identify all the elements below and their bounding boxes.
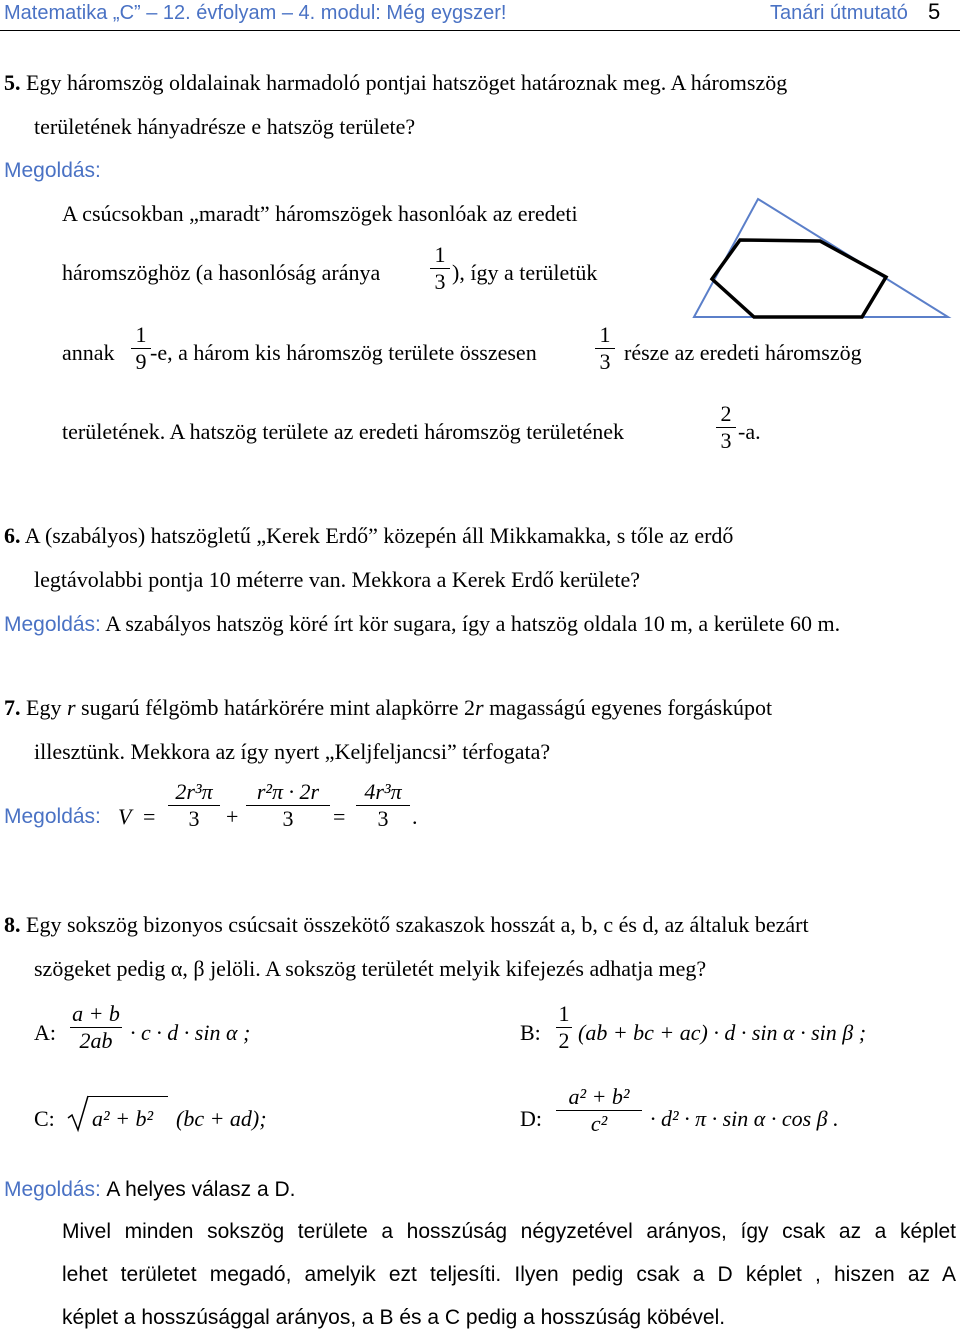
problem6-line1 [4,525,733,547]
problem5-sol-line2a: háromszöghöz (a hasonlóság aránya [62,260,381,285]
fraction-numerator: 2 [720,401,732,426]
fraction-numerator: 1 [599,322,611,347]
triangle-hexagon-figure [690,195,955,325]
fraction-numerator: 1 [135,322,147,347]
problem8-explanation-line2: lehet területet megadó, amelyik ezt teljesíti. Ilyen pedig csak a D képlet , hiszen az A [62,1263,956,1286]
sqrt-icon [66,1094,90,1134]
formula-numerator: 4r³π [364,779,402,804]
option-a-fraction [70,1002,122,1053]
formula-fraction-1 [168,780,220,831]
formula-fraction-3 [356,780,410,831]
problem5-line2: területének hányadrésze e hatszög területe? [34,114,416,139]
problem8-line2: szögeket pedig α, β jelöli. A sokszög területét melyik kifejezés adhatja meg? [34,956,707,981]
fraction-denominator: c² [590,1111,608,1137]
sqrt-overline [88,1096,168,1097]
fraction-denominator: 2ab [79,1028,113,1054]
fraction-denominator: 3 [599,349,611,375]
option-d-expression: · d² · π · sin α · cos β . [650,1106,839,1131]
problem7-line1 [4,697,772,719]
problem8-solution-label: Megoldás: [4,1178,101,1201]
option-c-radicand: a² + b² [92,1106,154,1131]
formula-numerator: 2r³π [175,779,213,804]
problem5-sol-line2b: ), így a területük [452,260,598,285]
problem5-sol-line3b: -e, a három kis háromszög területe összesen [150,340,537,365]
fraction-numerator: 1 [558,1001,570,1026]
problem6-solution [4,613,840,635]
problem5-sol-line3c: része az eredeti háromszög [624,340,862,365]
option-c-label: C: [34,1106,55,1131]
problem6-solution-text: A szabályos hatszög köré írt kör sugara, így a hatszög oldala 10 m, a kerülete 60 m. [105,611,841,636]
fraction-one-third-b [595,323,615,374]
fraction-numerator: a² + b² [568,1084,630,1109]
problem8-line1 [4,914,809,936]
problem5-solution-label: Megoldás: [4,159,101,182]
problem6-line2: legtávolabbi pontja 10 méterre van. Mekkora a Kerek Erdő kerülete? [34,567,640,592]
volume-variable: V [118,804,132,829]
equals-sign-2: = [333,804,346,829]
option-b-fraction [556,1002,572,1053]
problem7-solution-label: Megoldás: [4,805,101,828]
problem8-text: Egy sokszög bizonyos csúcsait összekötő szakaszok hosszát a, b, c és d, az általuk bezárt [26,912,809,937]
problem7-text-b: sugarú félgömb határkörére mint alapkörre 2 [81,695,476,720]
fraction-denominator: 3 [720,428,732,454]
problem6-solution-label: Megoldás: [4,613,101,636]
header-left: Matematika „C” – 12. évfolyam – 4. modul: Még eygszer! [4,2,507,24]
formula-denominator: 3 [188,806,200,832]
problem5-line1 [4,72,787,94]
header-right: Tanári útmutató [770,2,908,24]
page-number: 5 [928,0,941,24]
fraction-one-ninth [131,323,151,374]
problem5-sol-line4a: területének. A hatszög területe az eredeti háromszög területének [62,419,624,444]
problem8-explanation-line3: képlet a hosszúsággal arányos, a B és a C pedig a hosszúság köbével. [62,1306,726,1329]
problem7-text-a: Egy [26,695,62,720]
fraction-numerator: a + b [72,1001,120,1026]
problem8-solution [4,1178,295,1200]
formula-denominator: 3 [377,806,389,832]
option-d-label: D: [520,1106,542,1131]
problem8-solution-text: A helyes válasz a D. [106,1178,296,1201]
equals-sign: = [143,804,156,829]
problem7-line2: illesztünk. Mekkora az így nyert „Keljfeljancsi” térfogata? [34,739,551,764]
problem5-number: 5. [4,70,21,95]
option-b-label: B: [520,1020,541,1045]
problem5-sol-line4b: -a. [738,419,761,444]
problem5-text: Egy háromszög oldalainak harmadoló pontjai hatszöget határoznak meg. A háromszög [26,70,788,95]
problem6-text: A (szabályos) hatszögletű „Kerek Erdő” közepén áll Mikkamakka, s tőle az erdő [24,523,734,548]
problem6-number: 6. [4,523,21,548]
fraction-denominator: 2 [558,1028,570,1054]
fraction-denominator: 3 [434,269,446,295]
fraction-one-third [430,243,450,294]
formula-numerator: r²π · 2r [256,779,320,804]
fraction-two-thirds [716,402,736,453]
hexagon-outline [712,240,886,317]
formula-fraction-2 [246,780,330,831]
problem7-var-r2: r [475,695,484,720]
option-b-expression: (ab + bc + ac) · d · sin α · sin β ; [578,1020,867,1045]
plus-sign: + [226,804,239,829]
problem8-number: 8. [4,912,21,937]
problem5-sol-line3a: annak [62,340,115,365]
formula-denominator: 3 [282,806,294,832]
formula-period: . [412,804,418,829]
option-d-fraction [556,1085,642,1136]
header-rule [0,30,960,31]
problem7-text-c: magasságú egyenes forgáskúpot [489,695,773,720]
problem7-var-r: r [66,695,76,720]
fraction-denominator: 9 [135,349,147,375]
problem5-sol-line1: A csúcsokban „maradt” háromszögek hasonlóak az eredeti [62,201,578,226]
option-a-label: A: [34,1020,56,1045]
problem8-explanation-line1: Mivel minden sokszög területe a hosszúság négyzetével arányos, így csak az a képlet [62,1220,956,1243]
fraction-numerator: 1 [434,242,446,267]
problem7-number: 7. [4,695,21,720]
option-a-expression: · c · d · sin α ; [130,1020,251,1045]
option-c-expression: (bc + ad); [176,1106,267,1131]
